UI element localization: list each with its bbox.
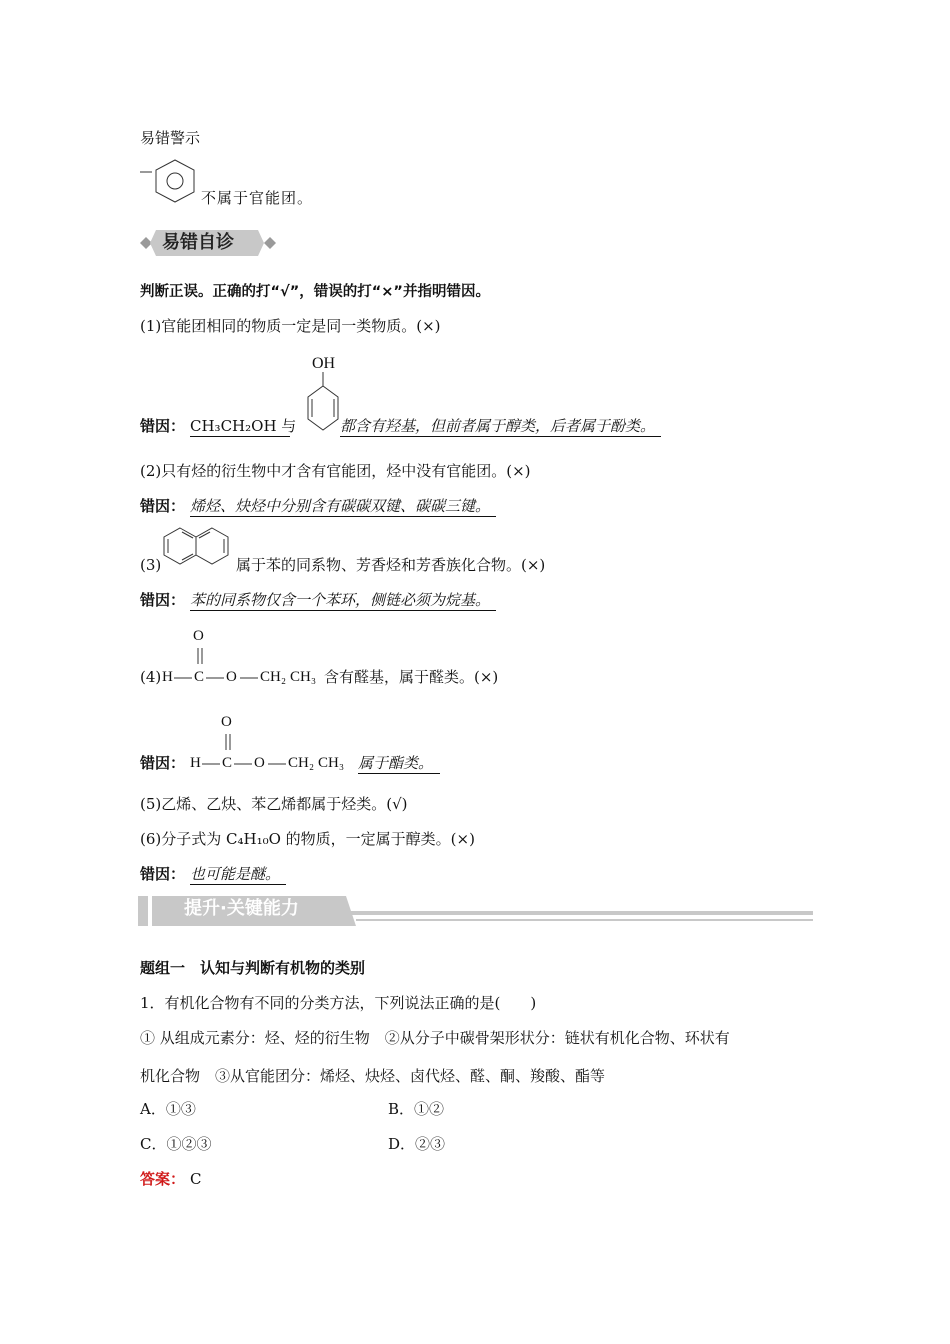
option-c[interactable]: C．①②③ [140,1135,212,1153]
formula-1-o2: O [226,669,237,685]
answer-value: C [190,1170,202,1188]
item-3-question: 属于苯的同系物、芳香烃和芳香族化合物。(×) [236,556,546,574]
formula-1-h: H [162,669,173,685]
item-4-reason-label: 错因： [140,754,186,772]
formula-2-h: H [190,755,201,771]
instruction: 判断正误。正确的打“√”，错误的打“×”并指明错因。 [140,284,490,300]
formula-2-o2: O [254,755,265,771]
item-4-reason: 属于酯类。 [358,753,440,774]
self-check-banner: 易错自诊 [162,232,234,253]
formula-2-o: O [221,714,232,730]
option-a[interactable]: A．①③ [140,1100,196,1118]
item-4-number: (4) [140,668,162,686]
formula-2-c: C [222,755,233,771]
item-2-reason-label: 错因： [140,497,186,515]
item-6-question: (6)分子式为 C₄H₁₀O 的物质，一定属于醇类。(×) [140,830,475,848]
item-1-reason-a: CH₃CH₂OH 与 [190,417,297,435]
item-2-question: (2)只有烃的衍生物中才含有官能团，烃中没有官能团。(×) [140,462,531,480]
item-6-reason: 也可能是醚。 [190,864,286,885]
formula-2-ch3: CH₃ [318,755,345,771]
item-6-reason-label: 错因： [140,865,186,883]
naphthalene-structure [160,524,236,576]
item-1-reason-label: 错因： [140,417,186,435]
warning-title: 易错警示 [140,129,201,147]
formula-2-ch2: CH₂ [288,755,315,771]
section-banner: 提升·关键能力 [184,898,299,919]
question-stem-line-1: ① 从组成元素分：烃、烃的衍生物 ②从分子中碳骨架形状分：链状有机化合物、环状有 [140,1029,730,1047]
formula-1-double-bond [194,646,208,666]
formula-1-o: O [193,628,204,644]
answer-label: 答案： [140,1170,186,1188]
formula-1-c: C [194,669,205,685]
option-d[interactable]: D．②③ [388,1135,446,1153]
item-3-number: (3) [140,556,162,574]
warning-text: 不属于官能团。 [201,189,314,207]
item-2-reason: 烯烃、炔烃中分别含有碳碳双键、碳碳三键。 [190,496,496,517]
phenol-oh: OH [312,355,336,372]
option-b[interactable]: B．①② [388,1100,445,1118]
item-1-reason-b: 都含有羟基，但前者属于醇类，后者属于酚类。 [340,416,661,437]
item-4-question: 含有醛基，属于醛类。(×) [324,668,499,686]
formula-1-ch3: CH₃ [290,669,317,685]
item-5-question: (5)乙烯、乙炔、苯乙烯都属于烃类。(√) [140,795,408,813]
item-1-question: (1)官能团相同的物质一定是同一类物质。(×) [140,317,441,335]
item-3-reason: 苯的同系物仅含一个苯环，侧链必须为烷基。 [190,590,496,611]
question-stem-line-2: 机化合物 ③从官能团分：烯烃、炔烃、卤代烃、醛、酮、羧酸、酯等 [140,1067,606,1085]
phenol-structure [296,370,340,438]
benzyl-structure [138,156,198,208]
formula-1-ch2: CH₂ [260,669,287,685]
group-title: 题组一 认知与判断有机物的类别 [140,959,366,977]
item-3-reason-label: 错因： [140,591,186,609]
question-1: 1．有机化合物有不同的分类方法，下列说法正确的是( ) [140,994,537,1012]
formula-2-double-bond [222,732,236,752]
